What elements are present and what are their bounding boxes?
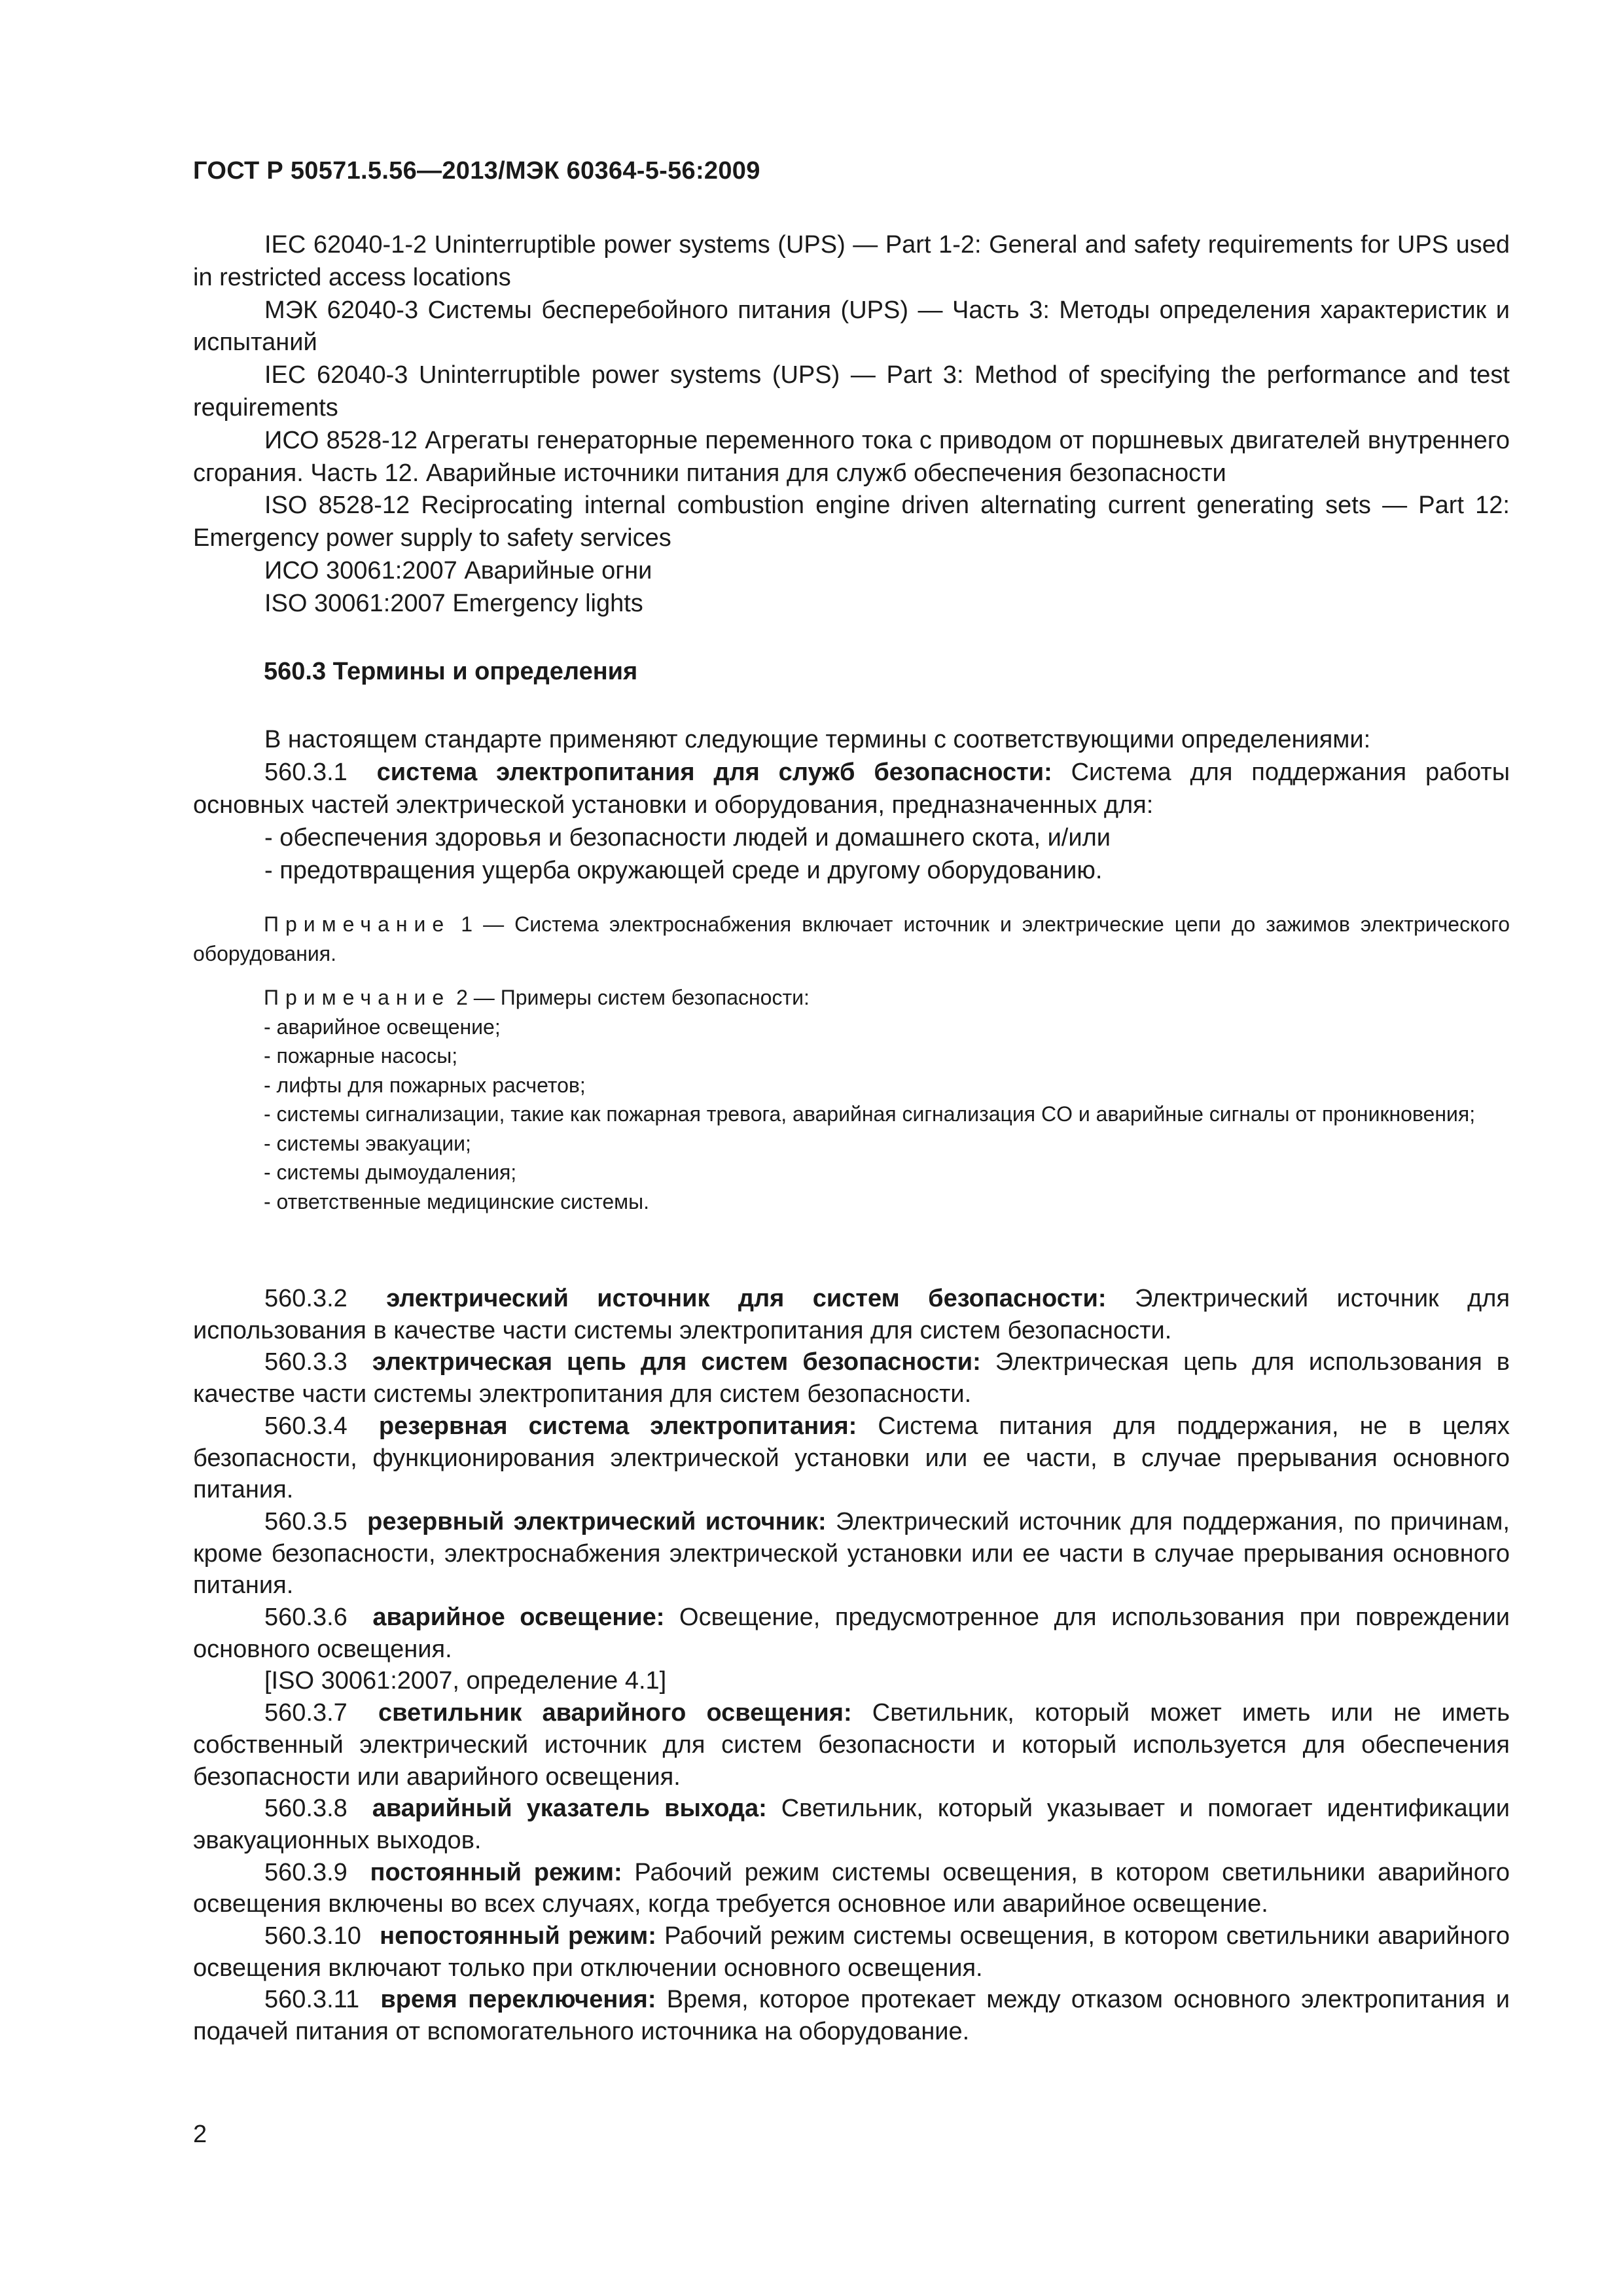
definition-number: 560.3.2 [264, 1285, 348, 1312]
reference-item: ИСО 8528-12 Агрегаты генераторные переменного тока с приводом от поршневых двигателей внутреннего сгорания. Часть 12. Аварийные источники питания для служб обеспечения безопасности [193, 426, 1510, 487]
definition-term: время переключения: [380, 1986, 656, 2014]
definition-number: 560.3.3 [264, 1348, 348, 1376]
definition-paragraph [193, 1506, 1510, 1602]
list-item: - обеспечения здоровья и безопасности людей и домашнего скота, и/или [264, 824, 1111, 852]
definition-term: электрическая цепь для систем безопасности: [372, 1348, 981, 1376]
spacer [193, 968, 1510, 983]
definition-term: электрический источник для систем безопасности: [386, 1285, 1107, 1312]
note-list-item: - аварийное освещение; [264, 1014, 501, 1039]
definition-text: Рабочий режим системы освещения, в котором светильники аварийного освещения включены во всех случаях, когда требуется основное или аварийное освещение. [193, 1858, 1510, 1918]
note-1 [193, 910, 1510, 968]
reference-item: МЭК 62040-3 Системы бесперебойного питания (UPS) — Часть 3: Методы определения характеристик и испытаний [193, 296, 1510, 357]
page-number: 2 [193, 2121, 207, 2148]
definition-paragraph [193, 1697, 1510, 1793]
note-2 [193, 983, 1510, 1013]
definition-paragraph [193, 1602, 1510, 1665]
definition-text: Светильник, который указывает и помогает идентификации эвакуационных выходов. [193, 1795, 1510, 1854]
definition-text: Система для поддержания работы основных частей электрической установки и оборудования, предназначенных для: [193, 759, 1510, 819]
definition-text: Система питания для поддержания, не в целях безопасности, функционирования электрической установки или ее части, в случае прерывания основного питания. [193, 1412, 1510, 1504]
note-label: Примечание [264, 986, 451, 1009]
reference-item: IEC 62040-3 Uninterruptible power systems (UPS) — Part 3: Method of specifying the performance and test requirements [193, 361, 1510, 422]
reference-item: ISO 8528-12 Reciprocating internal combustion engine driven alternating current generating sets — Part 12: Emergency power supply to safety services [193, 492, 1510, 552]
definition-number: 560.3.4 [264, 1412, 348, 1440]
citation: [ISO 30061:2007, определение 4.1] [264, 1667, 667, 1695]
note-text: 1 — Система электроснабжения включает источник и электрические цепи до зажимов электрического оборудования. [193, 912, 1510, 965]
definition-text: Светильник, который может иметь или не иметь собственный электрический источник для систем безопасности и который используется для обеспечения безопасности или аварийного освещения. [193, 1699, 1510, 1791]
definition-text: Электрическая цепь для использования в качестве части системы электропитания для систем безопасности. [193, 1348, 1510, 1408]
definitions-list [193, 1283, 1510, 2048]
list-item: - предотвращения ущерба окружающей среде и другому оборудованию. [264, 857, 1103, 884]
definition-term: аварийный указатель выхода: [372, 1795, 767, 1823]
definition-paragraph [193, 1984, 1510, 2047]
section-title: 560.3 Термины и определения [264, 658, 638, 685]
definition-number: 560.3.11 [264, 1986, 360, 2014]
definition-paragraph [193, 1346, 1510, 1410]
reference-item: ISO 30061:2007 Emergency lights [264, 589, 643, 617]
definition-number: 560.3.8 [264, 1795, 348, 1823]
definition-paragraph [193, 1920, 1510, 1984]
note-list-item: - системы сигнализации, такие как пожарная тревога, аварийная сигнализация CO и аварийные сигналы от проникновения; [264, 1102, 1476, 1126]
note-list-item: - пожарные насосы; [264, 1044, 458, 1067]
reference-item: ИСО 30061:2007 Аварийные огни [264, 556, 652, 584]
definition-number: 560.3.5 [264, 1507, 348, 1535]
definition-paragraph [193, 756, 1510, 821]
note-label: Примечание [264, 912, 451, 936]
reference-item: IEC 62040-1-2 Uninterruptible power systems (UPS) — Part 1-2: General and safety requirements for UPS used in restricted access locations [193, 231, 1510, 291]
definition-paragraph [193, 1410, 1510, 1506]
definition-term: система электропитания для служб безопасности: [376, 759, 1052, 786]
definition-term: резервная система электропитания: [378, 1412, 857, 1440]
definition-paragraph [193, 1793, 1510, 1856]
definition-number: 560.3.6 [264, 1604, 348, 1632]
note-list-item: - системы эвакуации; [264, 1131, 471, 1155]
definition-number: 560.3.9 [264, 1858, 348, 1886]
definition-text: Рабочий режим системы освещения, в котором светильники аварийного освещения включают только при отключении основного освещения. [193, 1922, 1510, 1982]
note-list-item: - ответственные медицинские системы. [264, 1189, 650, 1213]
note-list-item: - системы дымоудаления; [264, 1160, 517, 1184]
intro-paragraph: В настоящем стандарте применяют следующие термины с соответствующими определениями: [264, 726, 1371, 753]
note-list-item: - лифты для пожарных расчетов; [264, 1073, 586, 1097]
definition-text: Электрический источник для использования в качестве части системы электропитания для систем безопасности. [193, 1285, 1510, 1344]
definition-text: Электрический источник для поддержания, по причинам, кроме безопасности, электроснабжения электрической установки или ее части в случае прерывания основного питания. [193, 1507, 1510, 1600]
definition-number: 560.3.10 [264, 1922, 361, 1950]
definition-term: резервный электрический источник: [367, 1507, 827, 1535]
definitions-intro [193, 723, 1510, 887]
definition-term: светильник аварийного освещения: [378, 1699, 852, 1727]
note-text: 2 — Примеры систем безопасности: [456, 986, 810, 1009]
definition-number: 560.3.7 [264, 1699, 348, 1727]
definition-paragraph [193, 1283, 1510, 1346]
references-list [193, 229, 1510, 620]
notes-block [193, 910, 1510, 1216]
definition-number: 560.3.1 [264, 759, 348, 786]
definition-paragraph [193, 1857, 1510, 1920]
document-header: ГОСТ Р 50571.5.56—2013/МЭК 60364-5-56:2009 [193, 157, 760, 185]
definition-term: непостоянный режим: [380, 1922, 656, 1950]
definition-term: постоянный режим: [370, 1858, 622, 1886]
definition-text: Время, которое протекает между отказом основного электропитания и подачей питания от вспомогательного источника на оборудование. [193, 1986, 1510, 2046]
definition-term: аварийное освещение: [372, 1604, 665, 1632]
definition-text: Освещение, предусмотренное для использования при повреждении основного освещения. [193, 1604, 1510, 1663]
